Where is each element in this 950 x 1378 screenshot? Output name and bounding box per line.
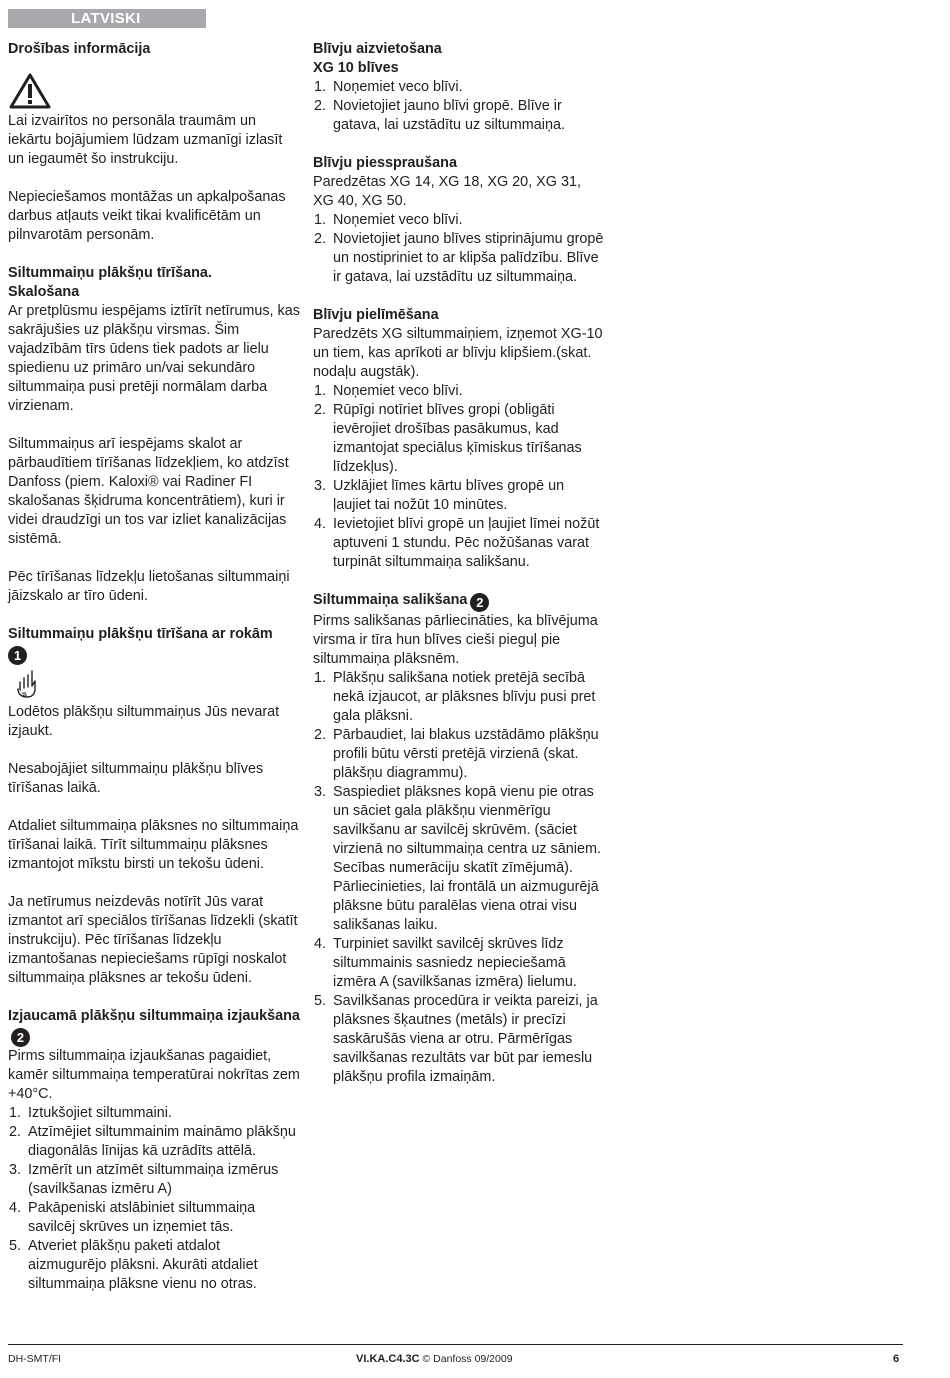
hand-icon — [14, 669, 40, 699]
clipping-intro: Paredzētas XG 14, XG 18, XG 20, XG 31, XG 40, XG 50. — [313, 174, 581, 209]
safety-section — [8, 40, 300, 169]
dismantling-heading: Izjaucamā plākšņu siltummaiņa izjaukšana2 — [8, 1008, 300, 1045]
list-item: 1. Noņemiet veco blīvi. — [313, 382, 605, 401]
gluing-intro: Paredzēts XG siltummaiņiem, izņemot XG-10 un tiem, kas aprīkoti ar blīvju klipšiem.(skat. nodaļu augstāk). — [313, 326, 603, 380]
assembly-section — [313, 591, 605, 1087]
xg10-heading: XG 10 blīves — [313, 60, 399, 76]
figure-marker-2: 2 — [470, 593, 489, 612]
rinsing-heading: Skalošana — [8, 284, 80, 300]
list-item: 4. Pakāpeniski atslābiniet siltummaiņa savilcēj skrūves un izņemiet tās. — [8, 1199, 300, 1237]
manual-cleaning-heading: Siltummaiņu plākšņu tīrīšana ar rokām — [8, 626, 273, 642]
manual-text-3: Atdaliet siltummaiņa plāksnes no siltummaiņa tīrīšanai laikā. Tīrīt siltummaiņu plāksnes izmantojot mīkstu birsti un tekošu ūdeni. — [8, 818, 299, 872]
clipping-steps — [313, 211, 605, 287]
gasket-clipping-section — [313, 154, 605, 287]
manual-text-4: Ja netīrumus neizdevās notīrīt Jūs varat izmantot arī speciālos tīrīšanas līdzekli (skatīt instrukciju). Pēc tīrīšanas līdzekļu izmantošanas nepieciešams rūpīgi noskalot siltummaiņa plāksnes ar tekošu ūdeni. — [8, 894, 298, 986]
gasket-gluing-heading: Blīvju pielīmēšana — [313, 307, 439, 323]
list-item: 2. Pārbaudiet, lai blakus uzstādāmo plākšņu profili būtu vērsti pretējā virzienā (skat. plākšņu diagrammu). — [313, 726, 605, 783]
list-item: 5. Savilkšanas procedūra ir veikta pareizi, ja plāksnes šķautnes (metāls) ir precīzi saskārušās viena ar otru. Pārmērīgas savilkšanas rezultāts var būt par iemeslu plākšņu profila izmaiņām. — [313, 992, 605, 1087]
dismantling-section — [8, 1007, 300, 1294]
list-item: 2. Novietojiet jauno blīves stiprinājumu gropē un nostipriniet to ar klipša palīdzību. Blīve ir gatava, lai uzstādītu uz siltummaiņa. — [313, 230, 605, 287]
list-item: 1. Noņemiet veco blīvi. — [313, 211, 605, 230]
manual-text-2: Nesabojājiet siltummaiņu plākšņu blīves tīrīšanas laikā. — [8, 761, 264, 796]
list-item: 1. Iztukšojiet siltummaini. — [8, 1104, 300, 1123]
list-item: 1. Noņemiet veco blīvi. — [313, 78, 605, 97]
gasket-clipping-heading: Blīvju piesspraušana — [313, 155, 457, 171]
list-item: 4. Ievietojiet blīvi gropē un ļaujiet līmei nožūt aptuveni 1 stundu. Pēc nožūšanas varat turpināt siltummaiņa salikšanu. — [313, 515, 605, 572]
gasket-gluing-section — [313, 306, 605, 572]
list-item: 2. Novietojiet jauno blīvi gropē. Blīve ir gatava, lai uzstādītu uz siltummaiņa. — [313, 97, 605, 135]
replacement-steps — [313, 78, 605, 135]
language-tab: LATVISKI — [8, 9, 206, 28]
assembly-heading: Siltummaiņa salikšana 2 — [313, 591, 605, 612]
left-column — [8, 40, 300, 1313]
page-number: 6 — [893, 1353, 900, 1365]
list-item: 2. Atzīmējiet siltummainim maināmo plākšņu diagonālās līnijas kā uzrādīts attēlā. — [8, 1123, 300, 1161]
list-item: 3. Uzklājiet līmes kārtu blīves gropē un ļaujiet tai nožūt 10 minūtes. — [313, 477, 605, 515]
cleaning-text-1: Ar pretplūsmu iespējams iztīrīt netīrumus, kas sakrājušies uz plākšņu virsmas. Šim vajadzībām tīrs ūdens tiek padots ar lielu spiedienu uz primāro un/vai sekundāro siltummaiņa pusi pretēji normālam darba virzienam. — [8, 303, 300, 414]
right-column — [313, 40, 605, 1106]
gluing-steps — [313, 382, 605, 572]
list-item: 3. Izmērīt un atzīmēt siltummaiņa izmērus (savilkšanas izmēru A) — [8, 1161, 300, 1199]
safety-text-1: Lai izvairītos no personāla traumām un iekārtu bojājumiem lūdzam uzmanīgi izlasīt un iegaumēt šo instrukciju. — [8, 113, 283, 167]
dismantling-intro: Pirms siltummaiņa izjaukšanas pagaidiet, kamēr siltummaiņa temperatūrai nokrītas zem +40°C. — [8, 1048, 300, 1102]
footer-doc-id: DH-SMT/FI — [8, 1353, 62, 1365]
footer-code-number: VI.KA.C4.3C — [356, 1353, 420, 1365]
footer-copyright: © Danfoss 09/2009 — [422, 1353, 513, 1365]
figure-marker-2: 2 — [11, 1028, 30, 1047]
gasket-replacement-heading: Blīvju aizvietošana — [313, 41, 442, 57]
list-item: 1. Plākšņu salikšana notiek pretējā secībā nekā izjaucot, ar plāksnes blīvju pusi pret gala plāksni. — [313, 669, 605, 726]
list-item: 5. Atveriet plākšņu paketi atdalot aizmugurējo plāksni. Akurāti atdaliet siltummaiņa plāksne vienu no otras. — [8, 1237, 300, 1294]
assembly-intro: Pirms salikšanas pārliecināties, ka blīvējuma virsma ir tīra hun blīves cieši pieguļ pie siltummaiņa plāksnēm. — [313, 613, 598, 667]
cleaning-text-3: Pēc tīrīšanas līdzekļu lietošanas siltummaiņi jāizskalo ar tīro ūdeni. — [8, 569, 290, 604]
safety-heading: Drošības informācija — [8, 41, 151, 57]
gasket-replacement-section — [313, 40, 605, 135]
list-item: 4. Turpiniet savilkt savilcēj skrūves līdz siltummainis sasniedz nepieciešamā izmēra A (savilkšanas izmēra) lielumu. — [313, 935, 605, 992]
list-item: 3. Saspiediet plāksnes kopā vienu pie otras un sāciet gala plākšņu vienmērīgu savilkšanu ar savilcēj skrūvēm. (sāciet virzienā no siltummaiņa centra uz sāniem. Secības numerāciju skatīt zīmējumā). Pārliecinieties, lai frontālā un aizmugurējā plāksne būtu paralēlas viena otrai visu salikšanas laiku. — [313, 783, 605, 935]
cleaning-heading: Siltummaiņu plākšņu tīrīšana. — [8, 265, 212, 281]
cleaning-text-2: Siltummaiņus arī iespējams skalot ar pārbaudītiem tīrīšanas līdzekļiem, ko atdzīst Danfoss (piem. Kaloxi® vai Radiner FI skalošanas šķidruma koncentrātiem), kuri ir videi draudzīgi un tos var izliet kanalizācijas sistēmā. — [8, 436, 289, 547]
manual-text-1: Lodētos plākšņu siltummaiņus Jūs nevarat izjaukt. — [8, 704, 280, 739]
dismantling-steps — [8, 1104, 300, 1294]
footer-code — [356, 1352, 513, 1366]
assembly-steps — [313, 669, 605, 1087]
warning-triangle-icon — [8, 72, 52, 110]
manual-cleaning-section — [8, 625, 300, 741]
figure-marker-1: 1 — [8, 646, 27, 665]
footer-divider — [8, 1344, 903, 1345]
list-item: 2. Rūpīgi notīriet blīves gropi (obligāti ievērojiet drošības pasākumus, kad izmantojat speciālus ķīmiskus tīrīšanas līdzekļus). — [313, 401, 605, 477]
cleaning-section — [8, 264, 300, 416]
safety-text-2: Nepieciešamos montāžas un apkalpošanas darbus atļauts veikt tikai kvalificētām un pilnvarotām personām. — [8, 189, 286, 243]
